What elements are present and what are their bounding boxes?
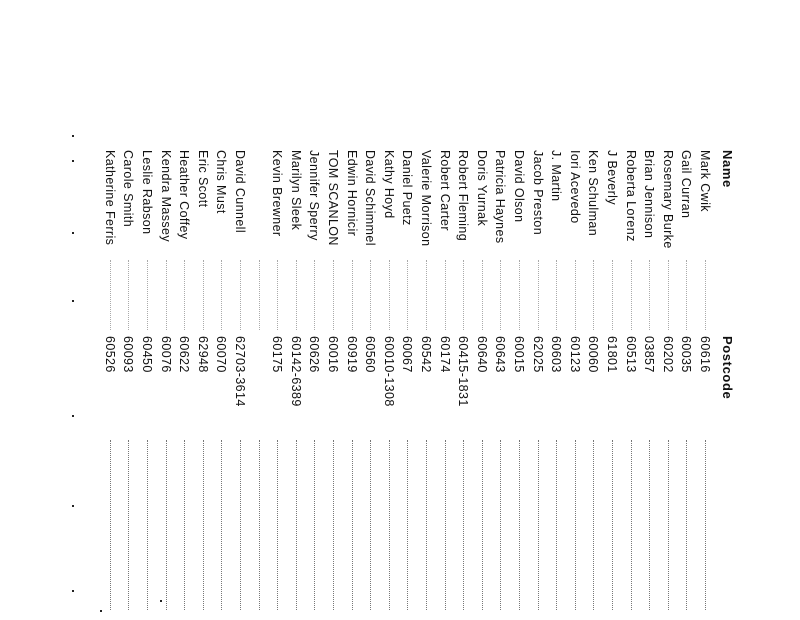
rotated-table (55, 150, 735, 620)
dotted-leader (685, 440, 687, 610)
dotted-leader (109, 260, 111, 330)
row-postcode: 60626 (307, 336, 322, 373)
column-header-name: Name (720, 150, 735, 188)
row-name: Edwin Hornicir (344, 150, 359, 237)
dotted-leader (258, 260, 260, 330)
row-name: Daniel Puetz (400, 150, 415, 226)
dotted-leader (258, 440, 260, 610)
row-postcode: 60060 (586, 336, 601, 373)
column-header-postcode: Postcode (720, 336, 735, 400)
dotted-leader (109, 440, 111, 610)
row-postcode: 60070 (214, 336, 229, 373)
dotted-leader (611, 440, 613, 610)
row-name: J. Martin (549, 150, 564, 202)
table-row (102, 150, 118, 620)
row-name: Rosemary Burke (660, 150, 675, 249)
dotted-leader (611, 260, 613, 330)
row-postcode: 60174 (437, 336, 452, 373)
dotted-leader (499, 440, 501, 610)
row-postcode: 60067 (400, 336, 415, 373)
table-row (418, 150, 434, 620)
dotted-leader (127, 440, 129, 610)
dotted-leader (555, 440, 557, 610)
dotted-leader (592, 260, 594, 330)
row-name: Mark Cwik (698, 150, 712, 212)
dotted-leader (165, 260, 167, 330)
row-name: Leslie Rabson (140, 150, 154, 235)
row-name: Katherine Ferris (102, 150, 117, 246)
table-row (139, 150, 155, 620)
row-postcode: 60015 (512, 336, 526, 373)
dotted-leader (388, 260, 390, 330)
dotted-leader (537, 260, 539, 330)
dotted-leader (202, 440, 204, 610)
row-name: Marilyn Sleek (288, 150, 303, 231)
row-name: Jennifer Sperry (307, 150, 322, 241)
dotted-leader (239, 260, 241, 330)
row-name: Eric Scott (195, 150, 210, 208)
dotted-leader (630, 440, 632, 610)
row-name: Iori Acevedo (567, 150, 582, 224)
table-row (474, 150, 490, 620)
dotted-leader (518, 440, 520, 610)
dotted-leader (276, 440, 278, 610)
row-postcode: 60603 (549, 336, 564, 373)
dotted-leader (481, 260, 483, 330)
dotted-leader (425, 440, 427, 610)
row-postcode: 60560 (363, 336, 378, 373)
dotted-leader (537, 440, 539, 610)
row-name: J Beverly (605, 150, 619, 206)
scan-speck (72, 505, 74, 507)
row-name: Brian Jennison (642, 150, 657, 239)
scan-speck (160, 600, 162, 602)
table-row (325, 150, 341, 620)
table-row (176, 150, 192, 620)
dotted-leader (369, 260, 371, 330)
row-name: Patricia Haynes (493, 150, 508, 244)
row-name: David Olson (512, 150, 526, 223)
table-row (511, 150, 527, 620)
dotted-leader (165, 440, 167, 610)
row-postcode: 60526 (102, 336, 117, 373)
table-row (697, 150, 713, 620)
dotted-leader (406, 260, 408, 330)
row-name: Heather Coffey (177, 150, 192, 240)
row-postcode: 60175 (270, 336, 285, 373)
row-postcode: 60616 (698, 336, 712, 373)
table-row (195, 150, 211, 620)
row-postcode: 60076 (158, 336, 173, 373)
row-postcode: 62703-3614 (233, 336, 247, 407)
dotted-leader (406, 440, 408, 610)
table-row (548, 150, 564, 620)
row-name: Robert Fleming (456, 150, 471, 242)
row-postcode: 60450 (140, 336, 154, 373)
dotted-leader (146, 440, 148, 610)
table-row (530, 150, 546, 620)
row-postcode: 60513 (623, 336, 638, 373)
row-postcode: 60643 (493, 336, 508, 373)
dotted-leader (648, 440, 650, 610)
row-name: Carole Smith (121, 150, 136, 228)
dotted-leader (183, 440, 185, 610)
table-row (362, 150, 378, 620)
row-postcode: 60093 (121, 336, 136, 373)
table-row (623, 150, 639, 620)
dotted-leader (574, 260, 576, 330)
dotted-leader (574, 440, 576, 610)
dotted-leader (592, 440, 594, 610)
table-row (585, 150, 601, 620)
row-postcode: 60622 (177, 336, 192, 373)
dotted-leader (667, 440, 669, 610)
row-postcode: 60035 (679, 336, 694, 373)
dotted-leader (462, 260, 464, 330)
dotted-leader (239, 440, 241, 610)
table-row (306, 150, 322, 620)
dotted-leader (351, 260, 353, 330)
table-row (269, 150, 285, 620)
dotted-leader (351, 440, 353, 610)
table-row (344, 150, 360, 620)
scan-speck (72, 232, 74, 234)
row-postcode: 60542 (419, 336, 433, 373)
row-postcode: 60919 (344, 336, 359, 373)
dotted-leader (146, 260, 148, 330)
row-name: Robert Carter (437, 150, 452, 231)
scan-speck (100, 610, 102, 612)
scan-speck (72, 415, 74, 417)
scan-speck (72, 590, 74, 592)
table-row (399, 150, 415, 620)
dotted-leader (220, 260, 222, 330)
dotted-leader (630, 260, 632, 330)
dotted-leader (313, 260, 315, 330)
row-name: Chris Must (214, 150, 229, 214)
dotted-leader (704, 260, 706, 330)
dotted-leader (313, 440, 315, 610)
row-name: Roberta Lorenz (623, 150, 638, 242)
dotted-leader (648, 260, 650, 330)
dotted-leader (667, 260, 669, 330)
row-postcode: 60142-6389 (288, 336, 303, 407)
dotted-leader (220, 440, 222, 610)
table-row (455, 150, 471, 620)
dotted-leader (332, 260, 334, 330)
table-row (641, 150, 657, 620)
row-postcode: 03857 (642, 336, 657, 373)
dotted-leader (444, 440, 446, 610)
row-name: Kendra Massey (158, 150, 173, 243)
dotted-leader (425, 260, 427, 330)
row-postcode: 62025 (530, 336, 545, 373)
dotted-leader (462, 440, 464, 610)
row-name: Ken Schulman (586, 150, 601, 237)
dotted-leader (369, 440, 371, 610)
scan-speck (72, 160, 74, 162)
row-postcode: 60640 (474, 336, 489, 373)
table-row (120, 150, 136, 620)
table-row (660, 150, 676, 620)
dotted-leader (481, 440, 483, 610)
dotted-leader (183, 260, 185, 330)
dotted-leader (276, 260, 278, 330)
row-name: Kevin Brewner (270, 150, 285, 237)
table-row (492, 150, 508, 620)
dotted-leader (499, 260, 501, 330)
table-row (567, 150, 583, 620)
row-name: Doris Yurnak (474, 150, 489, 227)
table-row (213, 150, 229, 620)
table-row (678, 150, 694, 620)
row-name: TOM SCANLON (326, 150, 340, 246)
row-postcode: 60415-1831 (456, 336, 471, 407)
scan-speck (72, 135, 74, 137)
row-name: Gail Curran (679, 150, 694, 219)
row-postcode: 60202 (660, 336, 675, 373)
table-row (232, 150, 248, 620)
table-row (381, 150, 397, 620)
dotted-leader (295, 260, 297, 330)
row-name: Kathy Hoyd (381, 150, 396, 219)
dotted-leader (685, 260, 687, 330)
dotted-leader (127, 260, 129, 330)
row-name: David Schimmel (363, 150, 378, 246)
row-postcode: 60123 (567, 336, 582, 373)
scan-speck (72, 300, 74, 302)
row-name: David Cunnell (233, 150, 247, 234)
table-row (251, 150, 267, 620)
table-row (604, 150, 620, 620)
dotted-leader (388, 440, 390, 610)
dotted-leader (704, 440, 706, 610)
dotted-leader (518, 260, 520, 330)
table-row (288, 150, 304, 620)
table-row (437, 150, 453, 620)
table-row (158, 150, 174, 620)
dotted-leader (444, 260, 446, 330)
row-postcode: 61801 (605, 336, 619, 373)
row-postcode: 60010-1308 (381, 336, 396, 407)
row-postcode: 60016 (326, 336, 340, 373)
dotted-leader (332, 440, 334, 610)
row-name: Valerie Morrison (419, 150, 433, 247)
dotted-leader (202, 260, 204, 330)
row-name: Jacob Preston (530, 150, 545, 236)
dotted-leader (295, 440, 297, 610)
dotted-leader (555, 260, 557, 330)
row-postcode: 62948 (195, 336, 210, 373)
